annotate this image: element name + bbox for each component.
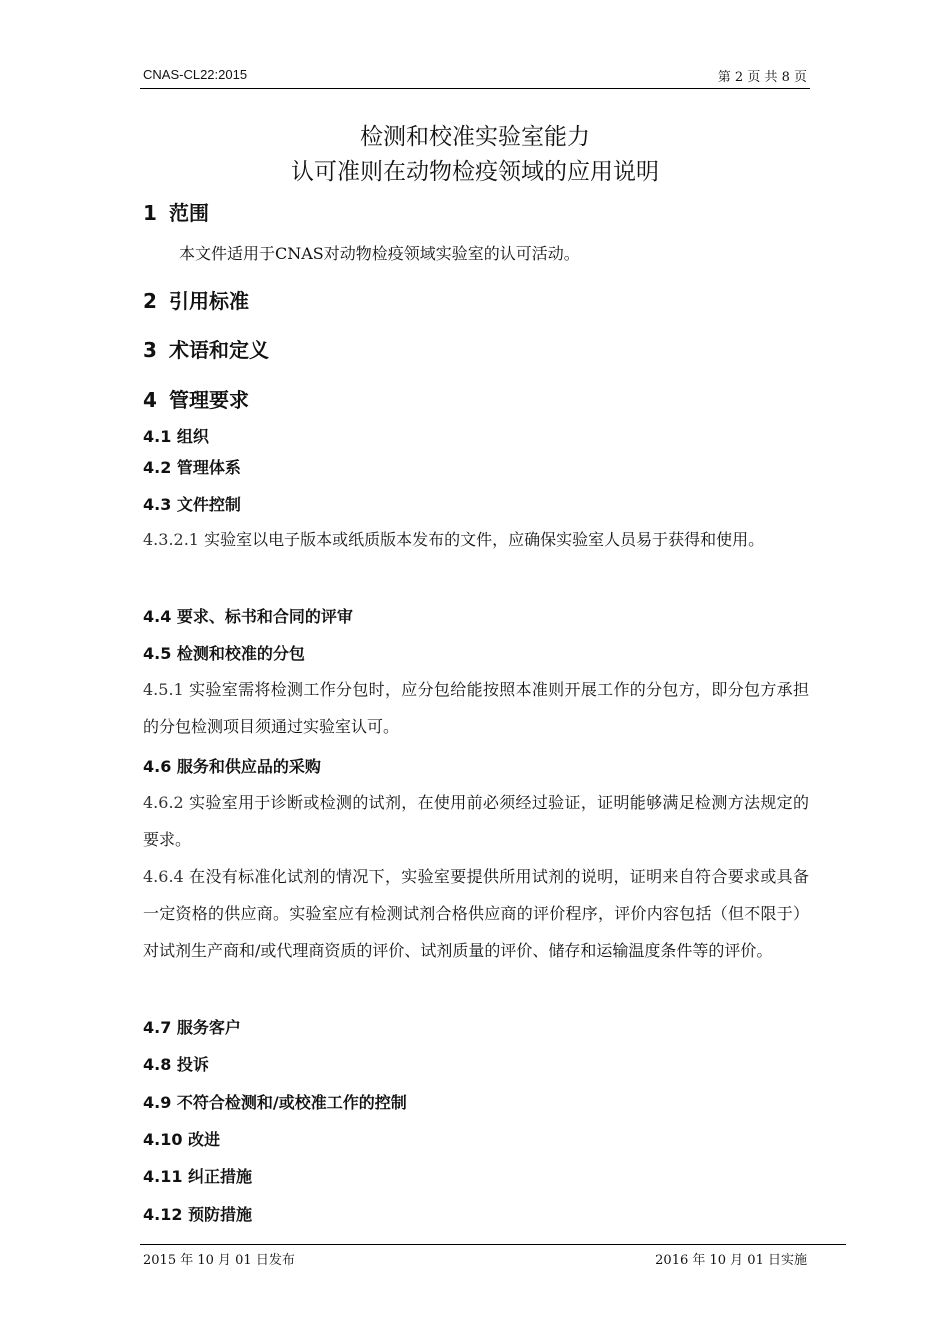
footer-divider (140, 1244, 846, 1245)
clause-4-6-2 (143, 784, 809, 858)
subsection-4-3: 4.3 文件控制 (143, 495, 241, 514)
clause-text: 实验室需将检测工作分包时，应分包给能按照本准则开展工作的分包方，即分包方承担的分包检测项目须通过实验室认可。 (143, 680, 809, 736)
page-number: 第 2 页 共 8 页 (717, 70, 807, 85)
subsection-4-2: 4.2 管理体系 (143, 458, 241, 477)
subsection-4-9: 4.9 不符合检测和/或校准工作的控制 (143, 1093, 407, 1112)
clause-4-6-4 (143, 858, 809, 969)
subsection-4-10: 4.10 改进 (143, 1130, 221, 1149)
page-title-line1: 检测和校准实验室能力 (360, 124, 590, 150)
subsection-4-12: 4.12 预防措施 (143, 1205, 253, 1224)
section-label: 引用标准 (169, 289, 249, 313)
section-number: 2 (143, 289, 157, 313)
subsection-4-1: 4.1 组织 (143, 427, 209, 446)
section-3-heading (143, 334, 269, 363)
section-2-heading (143, 285, 249, 314)
section-label: 管理要求 (169, 388, 249, 412)
issue-date: 2015 年 10 月 01 日发布 (143, 1253, 295, 1268)
page-title-line2: 认可准则在动物检疫领域的应用说明 (291, 159, 659, 185)
subsection-4-4: 4.4 要求、标书和合同的评审 (143, 607, 353, 626)
clause-4-5-1 (143, 671, 809, 745)
subsection-4-7: 4.7 服务客户 (143, 1018, 241, 1037)
clause-number: 4.5.1 (143, 680, 184, 699)
clause-number: 4.6.4 (143, 867, 184, 886)
doc-code: CNAS-CL22:2015 (143, 67, 248, 82)
subsection-4-5: 4.5 检测和校准的分包 (143, 644, 305, 663)
section-4-heading (143, 384, 249, 413)
subsection-4-8: 4.8 投诉 (143, 1055, 209, 1074)
clause-text: 在没有标准化试剂的情况下，实验室要提供所用试剂的说明，证明来自符合要求或具备一定资格的供应商。实验室应有检测试剂合格供应商的评价程序，评价内容包括（但不限于）对试剂生产商和/或代理商资质的评价、试剂质量的评价、储存和运输温度条件等的评价。 (143, 867, 809, 960)
subsection-4-6: 4.6 服务和供应品的采购 (143, 757, 321, 776)
section-1-heading (143, 197, 209, 226)
clause-number: 4.3.2.1 (143, 530, 199, 549)
section-1-text: 本文件适用于CNAS对动物检疫领域实验室的认可活动。 (179, 244, 580, 263)
section-number: 3 (143, 338, 157, 362)
clause-text: 实验室用于诊断或检测的试剂，在使用前必须经过验证，证明能够满足检测方法规定的要求。 (143, 793, 809, 849)
clause-text: 实验室以电子版本或纸质版本发布的文件，应确保实验室人员易于获得和使用。 (204, 530, 765, 549)
section-label: 范围 (169, 201, 209, 225)
section-number: 1 (143, 201, 157, 225)
section-label: 术语和定义 (169, 338, 269, 362)
clause-number: 4.6.2 (143, 793, 184, 812)
clause-4-3-2-1 (143, 521, 809, 558)
subsection-4-11: 4.11 纠正措施 (143, 1167, 253, 1186)
section-number: 4 (143, 388, 157, 412)
header-divider (140, 88, 810, 89)
effective-date: 2016 年 10 月 01 日实施 (655, 1253, 807, 1268)
